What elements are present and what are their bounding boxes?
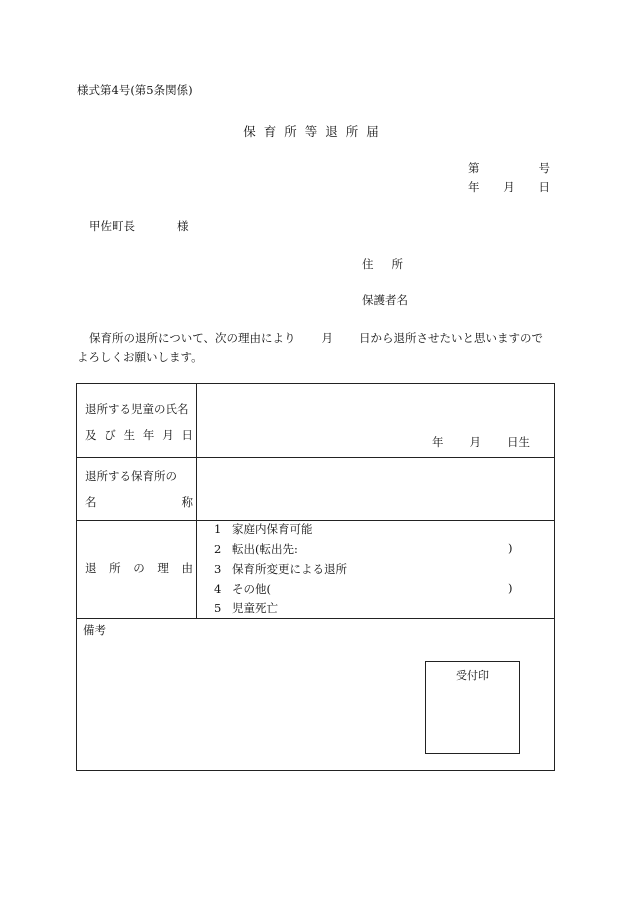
- column-divider: [196, 384, 197, 619]
- row-divider: [77, 520, 554, 521]
- number-suffix: 号: [538, 161, 550, 175]
- child-birthdate-label: 及 び 生 年 月 日: [85, 428, 193, 442]
- facility-name-label: 名 称: [85, 495, 193, 509]
- row-divider: [77, 457, 554, 458]
- statement-line-1: 保育所の退所について、次の理由により 月 日から退所させたいと思いますので: [89, 331, 544, 345]
- facility-label: 退所する保育所の: [85, 469, 177, 483]
- reception-stamp-label: 受付印: [456, 669, 489, 682]
- close-paren: ): [508, 581, 513, 595]
- guardian-name-label: 保護者名: [362, 293, 408, 307]
- date-day: 日: [538, 180, 550, 194]
- document-date: [468, 179, 550, 195]
- reason-item-3: 3 保育所変更による退所: [214, 562, 347, 576]
- number-prefix: 第: [468, 161, 480, 175]
- addressee: [89, 218, 189, 234]
- reception-stamp-box: [425, 661, 520, 754]
- date-month: 月: [503, 180, 515, 194]
- child-name-label: 退所する児童の氏名: [85, 402, 189, 416]
- remarks-label: 備考: [83, 623, 106, 637]
- addressee-name: 甲佐町長: [89, 219, 135, 233]
- form-reference: 様式第4号(第5条関係): [77, 83, 193, 97]
- withdrawal-table: [76, 383, 555, 771]
- reason-item-1: 1 家庭内保育可能: [214, 522, 313, 536]
- reason-item-4: 4 その他(: [214, 582, 271, 596]
- close-paren: ): [508, 541, 513, 555]
- address-label: 住所: [362, 257, 421, 271]
- reason-item-5: 5 児童死亡: [214, 601, 278, 615]
- addressee-honorific: 様: [177, 219, 189, 233]
- document-number: [468, 160, 550, 176]
- birth-date-field: 年 月 日生: [432, 435, 530, 449]
- request-statement: [77, 329, 555, 367]
- form-title: 保育所等退所届: [243, 124, 387, 139]
- date-year: 年: [468, 180, 480, 194]
- row-divider: [77, 618, 554, 619]
- statement-line-2: よろしくお願いします。: [77, 350, 203, 364]
- reason-item-2: 2 転出(転出先:: [214, 542, 298, 556]
- reason-label: 退 所 の 理 由: [85, 561, 193, 575]
